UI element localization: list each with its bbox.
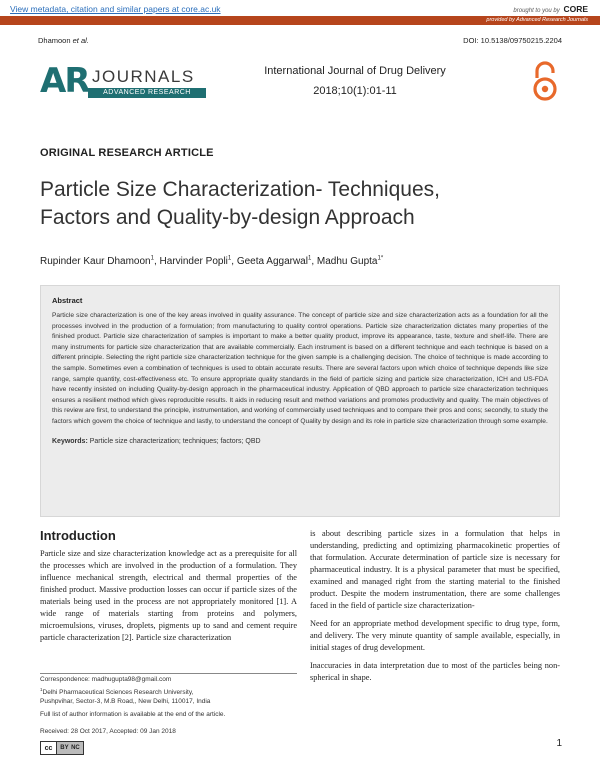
received-accepted-dates: Received: 28 Oct 2017, Accepted: 09 Jan 2018 (40, 728, 176, 735)
correspondence[interactable]: Correspondence: madhugupta98@gmail.com (40, 676, 172, 683)
cc-icon: cc (41, 742, 57, 754)
intro-paragraph: Need for an appropriate method development specific to drug type, form, and delivery. The very minute quantity of sample available, especially, in initial stages of drug development. (310, 619, 560, 652)
journal-name: International Journal of Drug Delivery (264, 65, 446, 77)
nc-icon: NC (71, 745, 80, 751)
footnote-rule (40, 673, 297, 674)
open-access-icon (532, 60, 558, 102)
logo-journals-text: JOURNALS (92, 67, 195, 86)
by-icon: BY (60, 745, 69, 751)
abstract-text: Particle size characterization is one of the key areas involved in quality assurance. The concept of particle size and size characterization acts as a foundation for all the processes involved in the production of a formulation; from manufacturing to quality control operations. Particle size characterization dictates many properties of the finished product. Particle size characterization of samples is important to make a better quality product, improve its appearance, taste, texture and shelf-life. There are many instruments for particle size characterization that are available commercially. Each instrument is based on a different technique and each technique is based on a different principle. Selecting the right particle size characterization technique for the given sample is a challenging decision. The choice of technique is made according to the sample. Sometimes even a combination of techniques is used to obtain accurate results. There are several factors upon which choice of technique depends like size range, sample quantity, cost-effectiveness etc. To ensure appropriate quality standards in the field of particle sizing and particle size characterization, ICH and US-FDA have recently insisted on including Quality-by-design approach in the pharmaceutical industry. Application of QBD approach to particle size characterization techniques ensures a resilient method which gives reproducible results. It aids in reducing result and method variations and promotes productivity and quality. The main objectives of this review are first, to understand the principle, instrumentation, and working of commercially used techniques and to compare their pros and cons; secondly, to study the factors which govern the choice of technique and lastly, to understand the concept of Quality by design and its role in particle size characterization through some example. (52, 312, 548, 425)
core-metadata-link[interactable]: View metadata, citation and similar papers at core.ac.uk (10, 4, 221, 14)
core-provided-by[interactable]: provided by Advanced Research Journals (486, 17, 588, 23)
author-list (40, 256, 560, 267)
body-column-right (310, 528, 560, 690)
article-title: Particle Size Characterization- Techniques, Factors and Quality-by-design Approach (40, 178, 440, 229)
author: Harvinder Popli$^1$, (159, 256, 237, 268)
logo-tagline: ADVANCED RESEARCH (88, 88, 206, 98)
author: Rupinder Kaur Dhamoon$^1$, (40, 256, 160, 268)
article-type: ORIGINAL RESEARCH ARTICLE (40, 147, 214, 159)
author: Madhu Gupta$^{1*}$ (316, 256, 384, 268)
abstract-heading: Abstract (52, 296, 83, 305)
cc-license-badge[interactable] (40, 741, 84, 755)
ar-journals-logo (40, 63, 210, 99)
introduction-heading: Introduction (40, 528, 116, 543)
intro-paragraph: Particle size and size characterization knowledge act as a prerequisite for all the processes which are involved in the production of a formulation. They influence mechanical strength, electrical and thermal properties of the finished product. Massive production losses can occur if particle sizes of the materials being used in the process are not appropriately monitored [1]. A wide range of materials starting from proteins and polymers, microemulsions, viruses, droplets, pigments up to sand and cement require particle characterization [2]. Particle size characterization (40, 549, 297, 642)
body-column-left (40, 548, 297, 650)
author: Geeta Aggarwal$^1$, (236, 256, 317, 268)
abstract-box (40, 285, 560, 517)
affiliation: $^1$Delhi Pharmaceutical Sciences Research University, (40, 687, 194, 697)
logo-ar-mark: AR (40, 61, 89, 101)
intro-paragraph: Inaccuracies in data interpretation due to most of the particles being non-spherical in shape. (310, 661, 560, 682)
keywords: Keywords: Particle size characterization; techniques; factors; QBD (52, 437, 261, 445)
intro-paragraph: is about describing particle sizes in a formulation that helps in understanding, predicting and optimizing pharmacokinetic properties of that formulation. Accurate determination of particle size is necessary for pharmaceutical industry. It is a physical parameter that must be specified, examined and managed right from the starting material to the finished product. Despite the modern instrumentation, there are some challenges faced in the field of particle size characterization- (310, 529, 560, 610)
core-provided-ribbon (0, 16, 600, 25)
journal-issue: 2018;10(1):01-11 (313, 85, 397, 97)
running-head-author: Dhamoon et al. (38, 36, 89, 45)
core-brought-by: brought to you by CORE (513, 4, 588, 14)
core-banner (0, 0, 600, 26)
running-head-doi[interactable]: DOI: 10.5138/09750215.2204 (463, 36, 562, 45)
core-logo[interactable]: CORE (563, 4, 588, 14)
page-number: 1 (556, 738, 562, 749)
author-info-note: Full list of author information is available at the end of the article. (40, 711, 226, 718)
affiliation-address: Pushpvihar, Sector-3, M.B Road,, New Delhi, 110017, India (40, 698, 211, 705)
